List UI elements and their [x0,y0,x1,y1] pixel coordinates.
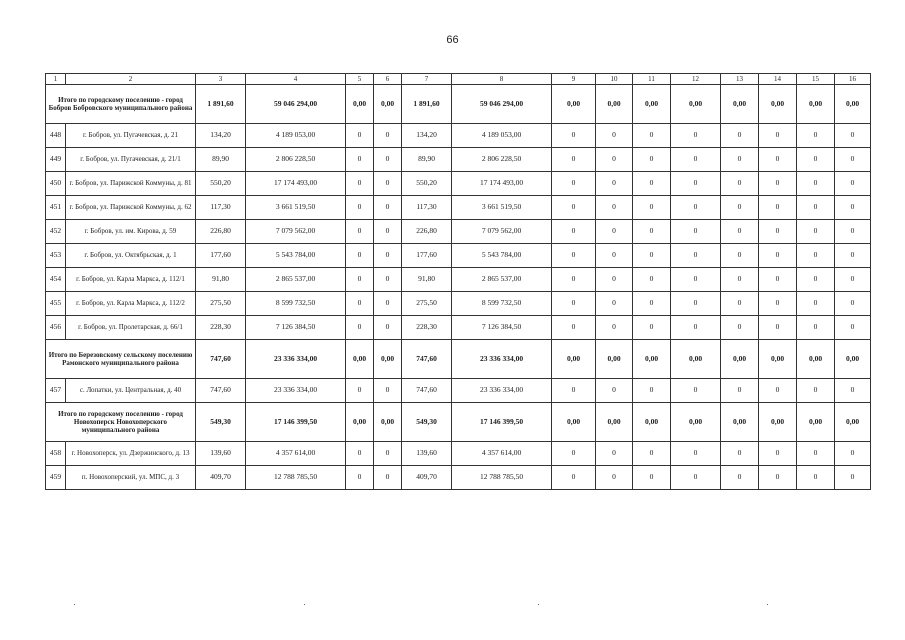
value-cell: 23 336 334,00 [246,340,346,379]
column-number-cell: 3 [196,74,246,85]
value-cell: 0 [552,172,596,196]
value-cell: 0 [633,466,671,490]
column-number-cell: 9 [552,74,596,85]
value-cell: 134,20 [196,124,246,148]
value-cell: 0 [596,148,633,172]
value-cell: 226,80 [402,220,452,244]
value-cell: 0 [346,268,374,292]
value-cell: 0 [759,292,797,316]
value-cell: 0 [346,196,374,220]
column-number-cell: 4 [246,74,346,85]
value-cell: 0 [552,148,596,172]
value-cell: 0 [552,316,596,340]
value-cell: 0 [671,316,721,340]
column-number-cell: 15 [797,74,835,85]
value-cell: 0,00 [596,85,633,124]
value-cell: 0,00 [721,403,759,442]
column-number-cell: 12 [671,74,721,85]
value-cell: 0 [835,244,871,268]
value-cell: 0 [633,379,671,403]
value-cell: 0,00 [797,340,835,379]
value-cell: 8 599 732,50 [452,292,552,316]
row-number: 448 [46,124,66,148]
value-cell: 0,00 [797,85,835,124]
value-cell: 17 146 399,50 [246,403,346,442]
value-cell: 0,00 [797,403,835,442]
value-cell: 0 [835,442,871,466]
value-cell: 2 806 228,50 [246,148,346,172]
value-cell: 2 865 537,00 [452,268,552,292]
value-cell: 59 046 294,00 [452,85,552,124]
value-cell: 0 [671,172,721,196]
value-cell: 0 [671,466,721,490]
address-cell: г. Новохоперск, ул. Дзержинского, д. 13 [66,442,196,466]
value-cell: 0 [596,220,633,244]
column-number-cell: 2 [66,74,196,85]
row-number: 459 [46,466,66,490]
address-cell: г. Бобров, ул. Карла Маркса, д. 112/1 [66,268,196,292]
value-cell: 226,80 [196,220,246,244]
value-cell: 0 [759,466,797,490]
address-cell: г. Бобров, ул. им. Кирова, д. 59 [66,220,196,244]
value-cell: 0,00 [671,340,721,379]
value-cell: 17 146 399,50 [452,403,552,442]
column-number-cell: 1 [46,74,66,85]
value-cell: 0 [835,124,871,148]
value-cell: 23 336 334,00 [452,379,552,403]
value-cell: 0 [374,268,402,292]
value-cell: 0 [671,124,721,148]
value-cell: 747,60 [196,340,246,379]
value-cell: 0,00 [759,85,797,124]
value-cell: 0 [552,220,596,244]
address-cell: п. Новохоперский, ул. МПС, д. 3 [66,466,196,490]
value-cell: 549,30 [196,403,246,442]
address-cell: г. Бобров, ул. Парижской Коммуны, д. 81 [66,172,196,196]
value-cell: 747,60 [196,379,246,403]
row-number: 458 [46,442,66,466]
value-cell: 747,60 [402,340,452,379]
value-cell: 0 [346,466,374,490]
row-number: 449 [46,148,66,172]
column-number-cell: 6 [374,74,402,85]
value-cell: 0,00 [374,340,402,379]
column-number-cell: 8 [452,74,552,85]
value-cell: 0 [797,379,835,403]
row-number: 452 [46,220,66,244]
value-cell: 0 [374,172,402,196]
scan-dot [304,604,306,606]
value-cell: 0 [346,172,374,196]
value-cell: 0 [671,268,721,292]
value-cell: 0 [759,196,797,220]
value-cell: 0 [374,466,402,490]
value-cell: 0 [596,442,633,466]
value-cell: 5 543 784,00 [452,244,552,268]
value-cell: 0,00 [552,340,596,379]
value-cell: 0,00 [671,85,721,124]
value-cell: 0 [374,316,402,340]
value-cell: 0 [721,466,759,490]
address-cell: г. Бобров, ул. Пугачевская, д. 21/1 [66,148,196,172]
value-cell: 177,60 [196,244,246,268]
value-cell: 0,00 [721,340,759,379]
table-row [46,442,871,466]
value-cell: 0 [759,220,797,244]
value-cell: 0 [721,442,759,466]
value-cell: 0 [346,316,374,340]
value-cell: 0 [759,124,797,148]
value-cell: 0 [835,172,871,196]
value-cell: 0 [759,442,797,466]
value-cell: 0 [374,196,402,220]
value-cell: 0 [374,379,402,403]
value-cell: 0 [596,292,633,316]
value-cell: 409,70 [402,466,452,490]
value-cell: 0 [633,244,671,268]
value-cell: 228,30 [402,316,452,340]
value-cell: 0 [721,124,759,148]
value-cell: 117,30 [402,196,452,220]
value-cell: 0 [596,244,633,268]
value-cell: 0 [797,442,835,466]
value-cell: 0,00 [346,85,374,124]
value-cell: 4 189 053,00 [246,124,346,148]
value-cell: 0 [835,316,871,340]
value-cell: 0 [759,316,797,340]
value-cell: 0 [721,172,759,196]
table-row [46,220,871,244]
value-cell: 0 [671,148,721,172]
address-cell: г. Бобров, ул. Пугачевская, д. 21 [66,124,196,148]
value-cell: 0,00 [596,340,633,379]
value-cell: 0,00 [633,340,671,379]
table-row [46,466,871,490]
value-cell: 0,00 [346,340,374,379]
scan-dot [74,604,76,606]
value-cell: 134,20 [402,124,452,148]
column-number-row [46,74,871,85]
value-cell: 0 [759,148,797,172]
value-cell: 0,00 [346,403,374,442]
value-cell: 0 [671,244,721,268]
column-number-cell: 11 [633,74,671,85]
value-cell: 0 [374,244,402,268]
value-cell: 0 [721,244,759,268]
value-cell: 0,00 [552,85,596,124]
value-cell: 0 [596,172,633,196]
value-cell: 0 [346,244,374,268]
value-cell: 0 [721,220,759,244]
value-cell: 0 [346,292,374,316]
row-number: 454 [46,268,66,292]
subtotal-row [46,403,871,442]
value-cell: 4 357 614,00 [452,442,552,466]
column-number-cell: 13 [721,74,759,85]
value-cell: 0 [759,268,797,292]
value-cell: 0 [835,379,871,403]
value-cell: 0 [633,148,671,172]
value-cell: 0 [721,148,759,172]
value-cell: 0 [797,244,835,268]
table-row [46,148,871,172]
address-cell: г. Бобров, ул. Октябрьская, д. 1 [66,244,196,268]
table-row [46,172,871,196]
value-cell: 0,00 [835,403,871,442]
value-cell: 139,60 [402,442,452,466]
value-cell: 409,70 [196,466,246,490]
value-cell: 0,00 [835,340,871,379]
value-cell: 0,00 [759,403,797,442]
value-cell: 7 126 384,50 [246,316,346,340]
value-cell: 12 788 785,50 [452,466,552,490]
value-cell: 17 174 493,00 [246,172,346,196]
page-number: 66 [446,34,459,46]
value-cell: 89,90 [402,148,452,172]
value-cell: 117,30 [196,196,246,220]
value-cell: 0,00 [374,403,402,442]
table-body [46,74,871,490]
value-cell: 0 [759,379,797,403]
value-cell: 8 599 732,50 [246,292,346,316]
table-row [46,124,871,148]
value-cell: 0 [797,148,835,172]
address-cell: г. Бобров, ул. Карла Маркса, д. 112/2 [66,292,196,316]
scan-dot [767,604,769,606]
subtotal-row [46,340,871,379]
value-cell: 0 [797,292,835,316]
row-number: 457 [46,379,66,403]
value-cell: 0,00 [759,340,797,379]
value-cell: 0,00 [374,85,402,124]
value-cell: 0 [835,268,871,292]
value-cell: 0 [633,316,671,340]
value-cell: 0,00 [633,85,671,124]
value-cell: 0 [721,292,759,316]
value-cell: 17 174 493,00 [452,172,552,196]
value-cell: 0,00 [596,403,633,442]
subtotal-label: Итого по городскому поселению - город Новохоперск Новохоперского муниципального района [46,403,196,442]
value-cell: 12 788 785,50 [246,466,346,490]
value-cell: 0 [633,124,671,148]
value-cell: 0 [346,442,374,466]
value-cell: 0 [797,466,835,490]
column-number-cell: 10 [596,74,633,85]
value-cell: 0,00 [671,403,721,442]
table-row [46,244,871,268]
value-cell: 0 [671,220,721,244]
value-cell: 0 [552,442,596,466]
value-cell: 550,20 [402,172,452,196]
value-cell: 0 [721,196,759,220]
table-row [46,268,871,292]
subtotal-label: Итого по городскому поселению - город Бобров Бобровского муниципального района [46,85,196,124]
row-number: 451 [46,196,66,220]
subtotal-label: Итого по Березовскому сельскому поселению Рамонского муниципального района [46,340,196,379]
row-number: 453 [46,244,66,268]
value-cell: 177,60 [402,244,452,268]
value-cell: 0 [797,196,835,220]
value-cell: 0 [374,124,402,148]
value-cell: 0 [835,292,871,316]
address-cell: г. Бобров, ул. Пролетарская, д. 66/1 [66,316,196,340]
value-cell: 0,00 [835,85,871,124]
value-cell: 549,30 [402,403,452,442]
housing-register-table [45,73,871,490]
value-cell: 0 [552,292,596,316]
address-cell: г. Бобров, ул. Парижской Коммуны, д. 62 [66,196,196,220]
value-cell: 0 [552,196,596,220]
value-cell: 2 865 537,00 [246,268,346,292]
value-cell: 275,50 [196,292,246,316]
value-cell: 91,80 [402,268,452,292]
row-number: 456 [46,316,66,340]
address-cell: с. Лопатки, ул. Центральная, д. 40 [66,379,196,403]
value-cell: 0 [633,292,671,316]
value-cell: 0 [759,172,797,196]
value-cell: 550,20 [196,172,246,196]
value-cell: 0 [374,442,402,466]
value-cell: 0 [552,124,596,148]
value-cell: 0 [596,124,633,148]
value-cell: 0 [633,220,671,244]
scan-dot [538,604,540,606]
value-cell: 3 661 519,50 [246,196,346,220]
column-number-cell: 5 [346,74,374,85]
value-cell: 0 [346,220,374,244]
value-cell: 0,00 [633,403,671,442]
value-cell: 0 [596,268,633,292]
value-cell: 0 [633,196,671,220]
table-row [46,379,871,403]
value-cell: 0 [671,196,721,220]
value-cell: 0 [633,442,671,466]
column-number-cell: 14 [759,74,797,85]
value-cell: 23 336 334,00 [246,379,346,403]
value-cell: 0 [552,379,596,403]
value-cell: 0 [374,220,402,244]
value-cell: 0,00 [552,403,596,442]
value-cell: 59 046 294,00 [246,85,346,124]
value-cell: 5 543 784,00 [246,244,346,268]
value-cell: 23 336 334,00 [452,340,552,379]
value-cell: 0 [671,292,721,316]
value-cell: 0 [797,220,835,244]
value-cell: 0 [671,379,721,403]
value-cell: 0 [596,379,633,403]
value-cell: 0,00 [721,85,759,124]
value-cell: 0 [596,196,633,220]
value-cell: 4 357 614,00 [246,442,346,466]
value-cell: 0 [721,316,759,340]
value-cell: 3 661 519,50 [452,196,552,220]
value-cell: 0 [721,268,759,292]
value-cell: 0 [797,172,835,196]
value-cell: 0 [797,124,835,148]
value-cell: 747,60 [402,379,452,403]
column-number-cell: 16 [835,74,871,85]
value-cell: 228,30 [196,316,246,340]
value-cell: 0 [759,244,797,268]
value-cell: 0 [346,379,374,403]
value-cell: 0 [835,220,871,244]
value-cell: 1 891,60 [402,85,452,124]
value-cell: 2 806 228,50 [452,148,552,172]
value-cell: 0 [797,316,835,340]
value-cell: 0 [797,268,835,292]
subtotal-row [46,85,871,124]
value-cell: 0 [596,316,633,340]
value-cell: 275,50 [402,292,452,316]
row-number: 450 [46,172,66,196]
value-cell: 0 [835,148,871,172]
table-row [46,292,871,316]
value-cell: 91,80 [196,268,246,292]
value-cell: 0 [374,148,402,172]
value-cell: 139,60 [196,442,246,466]
value-cell: 7 079 562,00 [246,220,346,244]
value-cell: 0 [552,268,596,292]
value-cell: 0 [633,172,671,196]
table-row [46,196,871,220]
row-number: 455 [46,292,66,316]
value-cell: 0 [671,442,721,466]
table-row [46,316,871,340]
value-cell: 0 [346,124,374,148]
value-cell: 0 [552,244,596,268]
column-number-cell: 7 [402,74,452,85]
value-cell: 0 [374,292,402,316]
value-cell: 89,90 [196,148,246,172]
value-cell: 4 189 053,00 [452,124,552,148]
value-cell: 0 [596,466,633,490]
value-cell: 0 [633,268,671,292]
value-cell: 7 079 562,00 [452,220,552,244]
value-cell: 1 891,60 [196,85,246,124]
value-cell: 0 [835,466,871,490]
value-cell: 0 [721,379,759,403]
value-cell: 0 [552,466,596,490]
value-cell: 0 [835,196,871,220]
value-cell: 0 [346,148,374,172]
value-cell: 7 126 384,50 [452,316,552,340]
